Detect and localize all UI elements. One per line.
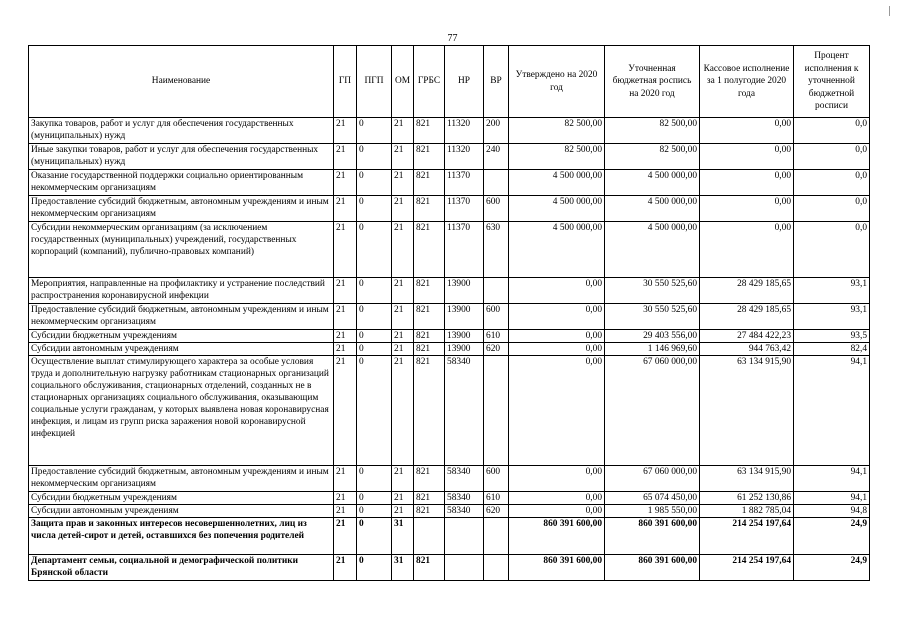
col-header-refined: Уточненная бюджетная роспись на 2020 год — [605, 46, 700, 118]
cell-approved: 4 500 000,00 — [509, 196, 605, 222]
cell-name: Субсидии бюджетным учреждениям — [29, 330, 334, 343]
col-header-gp: ГП — [334, 46, 357, 118]
table-row — [29, 144, 870, 170]
col-header-vr: ВР — [484, 46, 509, 118]
cell-gp: 21 — [334, 518, 357, 555]
cell-grbs: 821 — [414, 492, 445, 505]
cell-vr — [484, 555, 509, 581]
cell-cash: 63 134 915,90 — [700, 356, 794, 466]
header-row — [29, 46, 870, 118]
cell-gp: 21 — [334, 170, 357, 196]
table-row — [29, 304, 870, 330]
cell-om: 31 — [392, 555, 414, 581]
cell-refined: 65 074 450,00 — [605, 492, 700, 505]
cell-cash: 27 484 422,23 — [700, 330, 794, 343]
cell-ppgp: 0 — [357, 356, 392, 466]
table-body — [29, 118, 870, 581]
cell-refined: 67 060 000,00 — [605, 466, 700, 492]
cell-approved: 0,00 — [509, 304, 605, 330]
cell-om: 21 — [392, 304, 414, 330]
cell-ppgp: 0 — [357, 505, 392, 518]
cell-approved: 0,00 — [509, 343, 605, 356]
cell-np: 58340 — [445, 505, 484, 518]
cell-percent: 93,5 — [794, 330, 870, 343]
col-header-om: ОМ — [392, 46, 414, 118]
table-row — [29, 518, 870, 555]
cell-vr: 600 — [484, 466, 509, 492]
cell-np: 11370 — [445, 170, 484, 196]
cell-approved: 4 500 000,00 — [509, 170, 605, 196]
col-header-grbs: ГРБС — [414, 46, 445, 118]
cell-om: 21 — [392, 466, 414, 492]
cell-percent: 24,9 — [794, 518, 870, 555]
cell-name: Субсидии бюджетным учреждениям — [29, 492, 334, 505]
cell-vr: 620 — [484, 343, 509, 356]
col-header-ppgp: ПГП — [357, 46, 392, 118]
cell-percent: 0,0 — [794, 196, 870, 222]
cell-cash: 0,00 — [700, 196, 794, 222]
cell-vr — [484, 278, 509, 304]
cell-ppgp: 0 — [357, 343, 392, 356]
cell-vr: 610 — [484, 492, 509, 505]
cell-om: 21 — [392, 222, 414, 278]
cell-name: Осуществление выплат стимулирующего характера за особые условия труда и дополнительную нагрузку работникам стационарных организаций социального обслуживания, стационарных отделений, созданных не в стационарных организациях социального обслуживания, оказывающим социальные услуги гражданам, у которых выявлена новая коронавирусная инфекция, и лицам из групп риска заражения новой коронавирусной инфекцией — [29, 356, 334, 466]
cell-cash: 214 254 197,64 — [700, 518, 794, 555]
cell-gp: 21 — [334, 492, 357, 505]
table-row — [29, 343, 870, 356]
cell-grbs: 821 — [414, 343, 445, 356]
cell-om: 21 — [392, 196, 414, 222]
table-row — [29, 466, 870, 492]
cell-np: 11370 — [445, 196, 484, 222]
cell-gp: 21 — [334, 144, 357, 170]
table-row — [29, 170, 870, 196]
cell-np — [445, 518, 484, 555]
cell-np: 58340 — [445, 466, 484, 492]
cell-cash: 28 429 185,65 — [700, 304, 794, 330]
cell-ppgp: 0 — [357, 518, 392, 555]
cell-ppgp: 0 — [357, 196, 392, 222]
cell-cash: 63 134 915,90 — [700, 466, 794, 492]
cell-name: Мероприятия, направленные на профилактику и устранение последствий распространения коронавирусной инфекции — [29, 278, 334, 304]
cell-grbs: 821 — [414, 144, 445, 170]
cell-percent: 0,0 — [794, 170, 870, 196]
cell-name: Субсидии некоммерческим организациям (за исключением государственных (муниципальных) учреждений, государственных корпораций (компаний), публично-правовых компаний) — [29, 222, 334, 278]
cell-gp: 21 — [334, 118, 357, 144]
cell-refined: 30 550 525,60 — [605, 278, 700, 304]
cell-grbs: 821 — [414, 278, 445, 304]
cell-approved: 82 500,00 — [509, 118, 605, 144]
cell-np — [445, 555, 484, 581]
cell-cash: 1 882 785,04 — [700, 505, 794, 518]
cell-percent: 94,8 — [794, 505, 870, 518]
cell-name: Департамент семьи, социальной и демографической политики Брянской области — [29, 555, 334, 581]
scan-edge-mark — [889, 6, 890, 16]
cell-name: Оказание государственной поддержки социально ориентированным некоммерческим организациям — [29, 170, 334, 196]
cell-percent: 94,1 — [794, 466, 870, 492]
cell-gp: 21 — [334, 505, 357, 518]
cell-om: 31 — [392, 518, 414, 555]
cell-cash: 28 429 185,65 — [700, 278, 794, 304]
table-row — [29, 555, 870, 581]
cell-refined: 29 403 556,00 — [605, 330, 700, 343]
cell-om: 21 — [392, 356, 414, 466]
cell-approved: 0,00 — [509, 466, 605, 492]
cell-refined: 1 985 550,00 — [605, 505, 700, 518]
cell-approved: 0,00 — [509, 505, 605, 518]
cell-gp: 21 — [334, 555, 357, 581]
cell-percent: 0,0 — [794, 222, 870, 278]
cell-refined: 4 500 000,00 — [605, 196, 700, 222]
cell-approved: 860 391 600,00 — [509, 555, 605, 581]
cell-gp: 21 — [334, 304, 357, 330]
table-row — [29, 278, 870, 304]
cell-gp: 21 — [334, 466, 357, 492]
cell-grbs: 821 — [414, 505, 445, 518]
cell-gp: 21 — [334, 196, 357, 222]
table-row — [29, 196, 870, 222]
cell-refined: 1 146 969,60 — [605, 343, 700, 356]
cell-approved: 0,00 — [509, 278, 605, 304]
table-row — [29, 356, 870, 466]
cell-vr: 620 — [484, 505, 509, 518]
cell-vr: 600 — [484, 304, 509, 330]
page-number: 77 — [447, 33, 458, 44]
cell-np: 58340 — [445, 492, 484, 505]
cell-ppgp: 0 — [357, 555, 392, 581]
cell-percent: 94,1 — [794, 492, 870, 505]
table-row — [29, 118, 870, 144]
table-row — [29, 330, 870, 343]
cell-ppgp: 0 — [357, 222, 392, 278]
cell-ppgp: 0 — [357, 466, 392, 492]
cell-om: 21 — [392, 343, 414, 356]
cell-name: Предоставление субсидий бюджетным, автономным учреждениям и иным некоммерческим организациям — [29, 304, 334, 330]
cell-grbs: 821 — [414, 118, 445, 144]
cell-refined: 30 550 525,60 — [605, 304, 700, 330]
cell-ppgp: 0 — [357, 304, 392, 330]
budget-table — [28, 45, 870, 581]
cell-om: 21 — [392, 505, 414, 518]
cell-ppgp: 0 — [357, 144, 392, 170]
cell-name: Субсидии автономным учреждениям — [29, 343, 334, 356]
cell-grbs: 821 — [414, 222, 445, 278]
cell-np: 11370 — [445, 222, 484, 278]
cell-percent: 24,9 — [794, 555, 870, 581]
cell-np: 13900 — [445, 304, 484, 330]
cell-om: 21 — [392, 144, 414, 170]
cell-cash: 0,00 — [700, 222, 794, 278]
cell-grbs: 821 — [414, 356, 445, 466]
cell-percent: 0,0 — [794, 118, 870, 144]
cell-gp: 21 — [334, 330, 357, 343]
cell-cash: 944 763,42 — [700, 343, 794, 356]
cell-om: 21 — [392, 278, 414, 304]
cell-refined: 860 391 600,00 — [605, 518, 700, 555]
cell-vr — [484, 356, 509, 466]
cell-np: 58340 — [445, 356, 484, 466]
cell-om: 21 — [392, 330, 414, 343]
cell-name: Предоставление субсидий бюджетным, автономным учреждениям и иным некоммерческим организациям — [29, 196, 334, 222]
cell-name: Иные закупки товаров, работ и услуг для обеспечения государственных (муниципальных) нужд — [29, 144, 334, 170]
col-header-percent: Процент исполнения к уточненной бюджетной росписи — [794, 46, 870, 118]
cell-grbs: 821 — [414, 330, 445, 343]
cell-ppgp: 0 — [357, 278, 392, 304]
cell-refined: 860 391 600,00 — [605, 555, 700, 581]
cell-percent: 82,4 — [794, 343, 870, 356]
cell-grbs — [414, 518, 445, 555]
cell-ppgp: 0 — [357, 170, 392, 196]
cell-cash: 214 254 197,64 — [700, 555, 794, 581]
cell-approved: 860 391 600,00 — [509, 518, 605, 555]
cell-approved: 82 500,00 — [509, 144, 605, 170]
cell-gp: 21 — [334, 356, 357, 466]
table-row — [29, 492, 870, 505]
cell-cash: 0,00 — [700, 170, 794, 196]
cell-vr — [484, 170, 509, 196]
cell-np: 13900 — [445, 278, 484, 304]
cell-grbs: 821 — [414, 170, 445, 196]
cell-percent: 0,0 — [794, 144, 870, 170]
table-row — [29, 222, 870, 278]
cell-approved: 0,00 — [509, 356, 605, 466]
cell-vr: 240 — [484, 144, 509, 170]
cell-name: Субсидии автономным учреждениям — [29, 505, 334, 518]
col-header-np: НР — [445, 46, 484, 118]
cell-ppgp: 0 — [357, 492, 392, 505]
cell-refined: 82 500,00 — [605, 118, 700, 144]
cell-grbs: 821 — [414, 196, 445, 222]
cell-refined: 4 500 000,00 — [605, 170, 700, 196]
col-header-cash: Кассовое исполнение за 1 полугодие 2020 года — [700, 46, 794, 118]
cell-vr: 610 — [484, 330, 509, 343]
cell-gp: 21 — [334, 278, 357, 304]
cell-approved: 4 500 000,00 — [509, 222, 605, 278]
cell-grbs: 821 — [414, 304, 445, 330]
cell-vr: 630 — [484, 222, 509, 278]
col-header-name: Наименование — [29, 46, 334, 118]
cell-ppgp: 0 — [357, 118, 392, 144]
cell-approved: 0,00 — [509, 492, 605, 505]
cell-refined: 67 060 000,00 — [605, 356, 700, 466]
cell-vr: 600 — [484, 196, 509, 222]
cell-cash: 0,00 — [700, 118, 794, 144]
col-header-approved: Утверждено на 2020 год — [509, 46, 605, 118]
cell-vr: 200 — [484, 118, 509, 144]
cell-np: 11320 — [445, 144, 484, 170]
cell-np: 13900 — [445, 330, 484, 343]
cell-gp: 21 — [334, 343, 357, 356]
cell-refined: 82 500,00 — [605, 144, 700, 170]
cell-om: 21 — [392, 170, 414, 196]
cell-grbs: 821 — [414, 555, 445, 581]
cell-cash: 0,00 — [700, 144, 794, 170]
cell-np: 11320 — [445, 118, 484, 144]
cell-name: Предоставление субсидий бюджетным, автономным учреждениям и иным некоммерческим организациям — [29, 466, 334, 492]
cell-name: Защита прав и законных интересов несовершеннолетних, лиц из числа детей-сирот и детей, оставшихся без попечения родителей — [29, 518, 334, 555]
cell-cash: 61 252 130,86 — [700, 492, 794, 505]
cell-gp: 21 — [334, 222, 357, 278]
cell-grbs: 821 — [414, 466, 445, 492]
cell-refined: 4 500 000,00 — [605, 222, 700, 278]
cell-vr — [484, 518, 509, 555]
cell-percent: 93,1 — [794, 278, 870, 304]
cell-om: 21 — [392, 118, 414, 144]
cell-name: Закупка товаров, работ и услуг для обеспечения государственных (муниципальных) нужд — [29, 118, 334, 144]
cell-percent: 94,1 — [794, 356, 870, 466]
cell-approved: 0,00 — [509, 330, 605, 343]
cell-ppgp: 0 — [357, 330, 392, 343]
table-row — [29, 505, 870, 518]
cell-np: 13900 — [445, 343, 484, 356]
cell-percent: 93,1 — [794, 304, 870, 330]
cell-om: 21 — [392, 492, 414, 505]
